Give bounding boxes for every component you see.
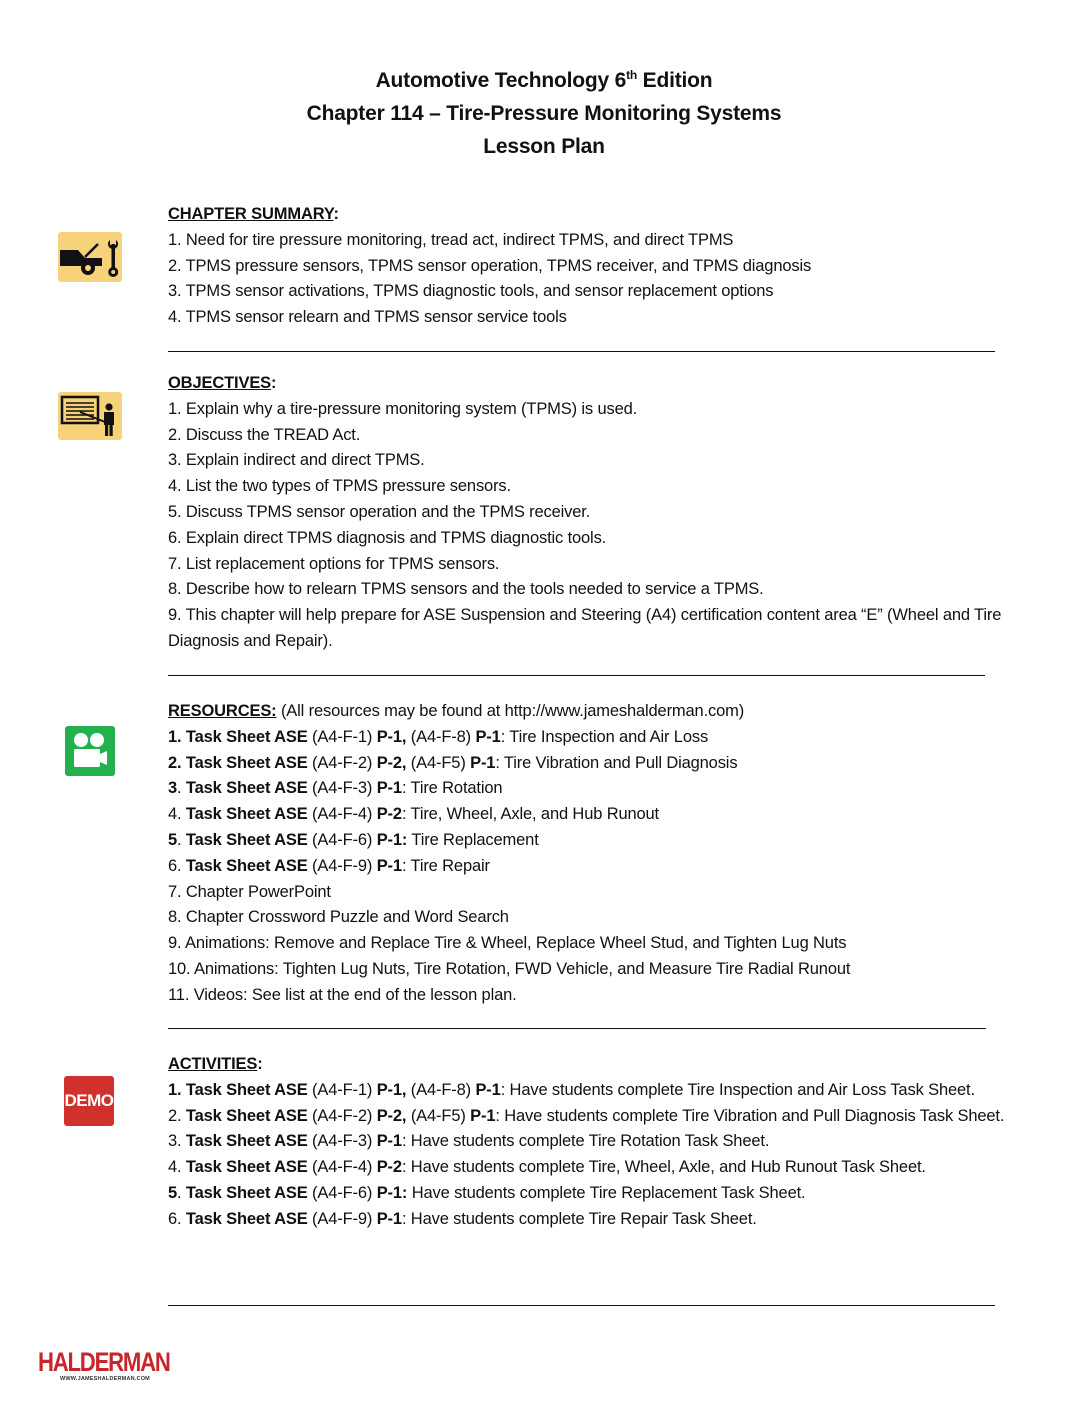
section-divider [168,675,985,676]
bold-text: P-1 [376,1209,402,1228]
section-divider [168,351,995,352]
list-item [168,1181,1028,1207]
text: 10. Animations: Tighten Lug Nuts, Tire Rotation, FWD Vehicle, and Measure Tire Radial Runout [168,959,851,978]
logo-wordmark: HALDERMAN [38,1347,170,1377]
text: . [177,779,186,798]
resources-body [168,699,1028,1009]
list-item [168,880,1028,906]
text: : Tire Inspection and Air Loss [500,727,709,746]
chapter-summary-body [168,202,1028,331]
text: (A4-F-1) [312,1080,377,1099]
bold-text: P-1 [470,753,496,772]
list-item: 2. Discuss the TREAD Act. [168,425,361,444]
bold-text: Task Sheet ASE [185,1183,313,1202]
bold-text: Task Sheet ASE [185,1106,313,1125]
bold-text: Task Sheet ASE [185,830,313,849]
list-item [168,776,1028,802]
list-item [168,983,1028,1009]
text: : Have students complete Tire Repair Task Sheet. [401,1209,757,1228]
bold-text: P-2, [376,1106,411,1125]
objectives-body [168,371,1028,655]
bold-text: Task Sheet ASE [185,856,313,875]
heading-colon: : [333,205,339,223]
list-item: 6. Explain direct TPMS diagnosis and TPMS diagnostic tools. [168,528,607,547]
text: (A4-F-9) [312,1209,377,1228]
bold-text: P-2, [376,753,411,772]
text: (A4-F-9) [312,856,377,875]
video-camera-icon [65,726,115,776]
text: (A4-F-4) [312,1158,377,1177]
text: 8. Chapter Crossword Puzzle and Word Search [168,908,509,927]
list-item [168,957,1028,983]
bold-text: 1. Task Sheet ASE [168,1080,313,1099]
bold-text: Task Sheet ASE [185,1132,313,1151]
heading-colon: : [257,1055,263,1073]
heading-colon: : [271,374,277,392]
bold-text: P-1, [376,1080,411,1099]
heading-text: OBJECTIVES [168,374,272,392]
bold-text: P-2 [376,1158,402,1177]
text: (A4-F-3) [312,779,377,798]
text: (A4-F-3) [312,1132,377,1151]
list-item: 3. TPMS sensor activations, TPMS diagnostic tools, and sensor replacement options [168,282,774,301]
list-item [168,725,1028,751]
bold-text: P-1 [376,779,402,798]
heading-text: ACTIVITIES [168,1055,258,1073]
text: : Have students complete Tire Rotation Task Sheet. [401,1132,770,1151]
section-heading [168,1052,1028,1078]
bold-text: P-1 [475,1080,501,1099]
bold-text: P-1 [470,1106,496,1125]
chapter-title: Chapter 114 – Tire-Pressure Monitoring Systems [306,102,782,125]
list-item: 2. TPMS pressure sensors, TPMS sensor operation, TPMS receiver, and TPMS diagnosis [168,256,812,275]
document-subtitle: Lesson Plan [483,135,605,158]
bold-text: 1. Task Sheet ASE [168,727,313,746]
list-item [168,1078,988,1104]
bold-text: P-1: [376,830,408,849]
list-item: 4. List the two types of TPMS pressure sensors. [168,477,511,496]
text: 3. [168,1132,186,1151]
book-title [0,64,1088,97]
text: : Tire Rotation [401,779,503,798]
edition-superscript: th [626,68,638,82]
book-title-text: Automotive Technology 6 [375,69,627,92]
presentation-board-icon [58,392,122,440]
list-item [168,828,1028,854]
list-item [168,802,1028,828]
text: Have students complete Tire Replacement Task Sheet. [407,1183,806,1202]
text: 2. [168,1106,186,1125]
bold-text: P-1 [376,856,402,875]
text: Tire Replacement [407,830,539,849]
text: (A4-F5) [410,1106,471,1125]
list-item: 1. Need for tire pressure monitoring, tread act, indirect TPMS, and direct TPMS [168,230,734,249]
bold-text: Task Sheet ASE [185,1209,313,1228]
bold-text: Task Sheet ASE [185,779,313,798]
list-item: 9. This chapter will help prepare for ASE Suspension and Steering (A4) certification content area “E” (Wheel and Tire Diagnosis and Repair). [168,606,1002,650]
demo-badge-icon: DEMO [64,1076,114,1126]
bold-text: 3 [168,779,178,798]
text: . [177,830,186,849]
text: (A4-F-2) [312,753,377,772]
bold-text: 5 [168,830,178,849]
list-item [168,1129,1028,1155]
bold-text: P-1 [475,727,501,746]
text: (A4-F-6) [312,1183,377,1202]
text: 9. Animations: Remove and Replace Tire & Wheel, Replace Wheel Stud, and Tighten Lug Nuts [168,934,847,953]
bold-text: Task Sheet ASE [185,1158,313,1177]
bold-text: P-1 [376,1132,402,1151]
text: 7. Chapter PowerPoint [168,882,331,901]
list-item: 5. Discuss TPMS sensor operation and the TPMS receiver. [168,502,591,521]
activities-body [168,1052,1028,1233]
list-item [168,1104,1018,1130]
list-item: 1. Explain why a tire-pressure monitoring system (TPMS) is used. [168,399,638,418]
text: (A4-F-8) [410,1080,476,1099]
list-item [168,854,1028,880]
book-title-suffix: Edition [637,69,713,92]
bold-text: P-1: [376,1183,408,1202]
text: 6. [168,1209,186,1228]
list-item [168,1207,1028,1233]
bold-text: 2. Task Sheet ASE [168,753,313,772]
text: (A4-F-2) [312,1106,377,1125]
text: 4. [168,805,186,824]
heading-text: CHAPTER SUMMARY [168,205,334,223]
bold-text: Task Sheet ASE [185,805,313,824]
text: : Have students complete Tire Vibration and Pull Diagnosis Task Sheet. [495,1106,1005,1125]
list-item [168,1155,1028,1181]
text: : Tire, Wheel, Axle, and Hub Runout [401,805,659,824]
text: (A4-F-4) [312,805,377,824]
list-item: 3. Explain indirect and direct TPMS. [168,451,425,470]
bold-text: P-2 [376,805,402,824]
text: (A4-F-6) [312,830,377,849]
document-title-block [0,64,1088,163]
list-item: 8. Describe how to relearn TPMS sensors and the tools needed to service a TPMS. [168,580,764,599]
text: (A4-F-1) [312,727,377,746]
text: : Tire Repair [401,856,490,875]
section-heading [168,699,1028,725]
list-item [168,751,1028,777]
text: (A4-F5) [410,753,471,772]
text: 4. [168,1158,186,1177]
heading-text: RESOURCES: [168,702,277,720]
list-item: 7. List replacement options for TPMS sensors. [168,554,500,573]
resources-location-note: (All resources may be found at http://www.jameshalderman.com) [276,702,745,720]
text: : Have students complete Tire Inspection and Air Loss Task Sheet. [500,1080,975,1099]
text: (A4-F-8) [410,727,476,746]
car-repair-icon [58,232,122,282]
text: : Tire Vibration and Pull Diagnosis [495,753,738,772]
list-item [168,931,1028,957]
bold-text: P-1, [376,727,411,746]
text: 11. Videos: See list at the end of the lesson plan. [168,985,517,1004]
text: : Have students complete Tire, Wheel, Axle, and Hub Runout Task Sheet. [401,1158,926,1177]
section-heading [168,371,1028,397]
section-divider [168,1028,986,1029]
list-item: 4. TPMS sensor relearn and TPMS sensor service tools [168,308,567,327]
text: 6. [168,856,186,875]
bold-text: 5 [168,1183,178,1202]
list-item [168,905,1028,931]
section-heading [168,202,1028,228]
text: . [177,1183,186,1202]
logo-url: WWW.JAMESHALDERMAN.COM [60,1376,150,1382]
section-divider [168,1305,995,1306]
halderman-logo [38,1347,170,1382]
